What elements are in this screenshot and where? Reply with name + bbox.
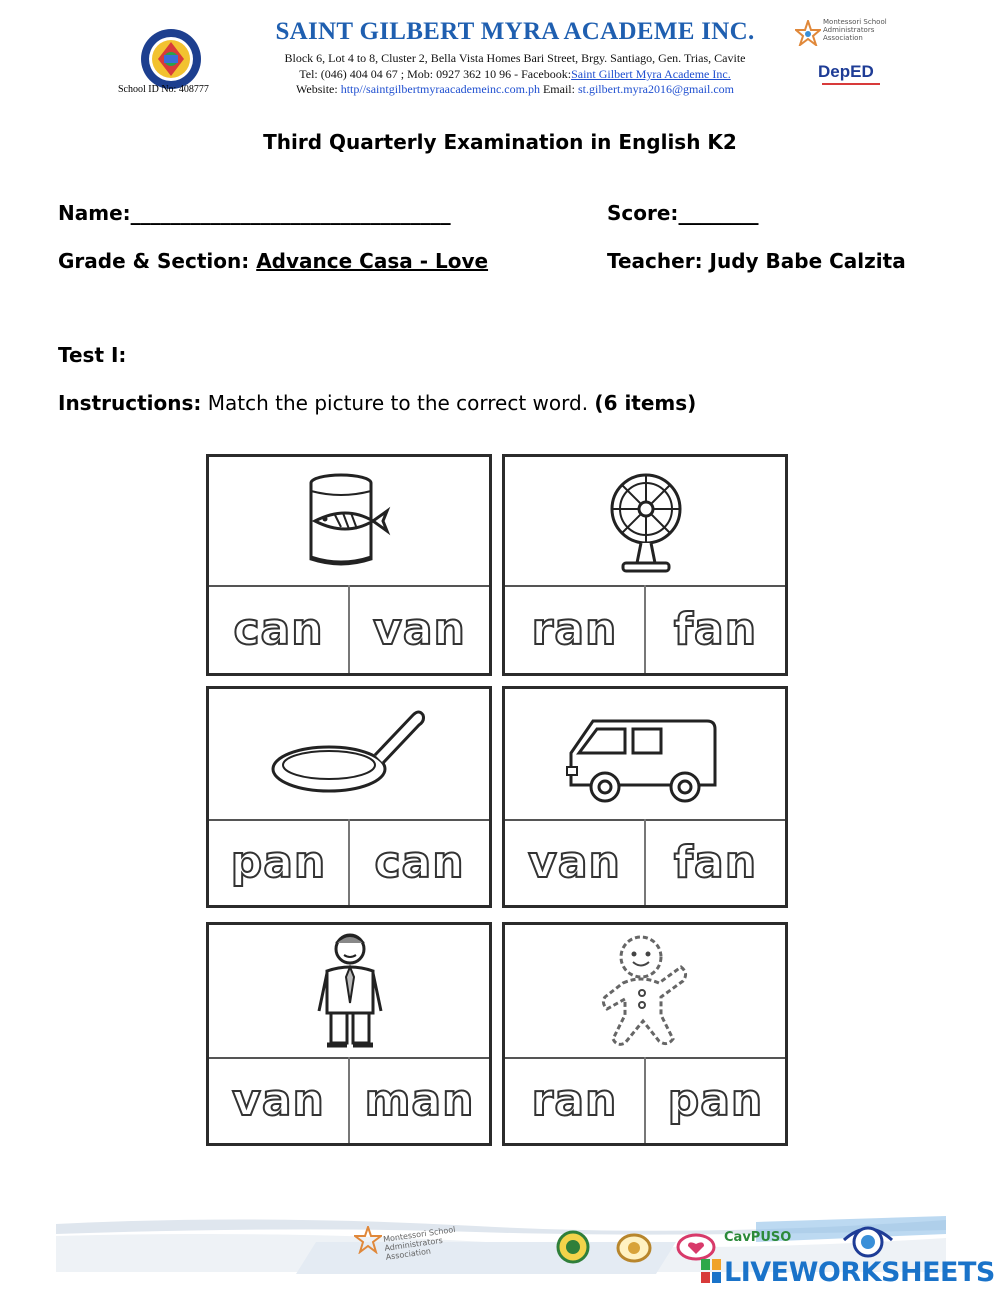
footer-seal-icon [616,1232,652,1264]
exam-title: Third Quarterly Examination in English K2 [263,130,737,154]
gingerbread-man-icon [595,931,695,1051]
name-field[interactable] [58,201,451,225]
name-label: Name: [58,201,131,225]
msaa-text: Montessori School Administrators Association [823,18,887,42]
word-choices [209,585,489,673]
word-choices [209,1057,489,1143]
word-choice[interactable]: ran [531,603,618,655]
grade-value: Advance Casa - Love [256,249,489,273]
facebook-link[interactable]: Saint Gilbert Myra Academe Inc. [571,67,731,81]
word-choice[interactable]: ran [531,1074,618,1126]
email-link[interactable]: st.gilbert.myra2016@gmail.com [577,82,734,96]
instructions-label: Instructions: [58,391,202,415]
instructions-text: Match the picture to the correct word. [201,391,595,415]
word-choice[interactable]: pan [230,836,327,888]
website-label: Website: [296,82,341,96]
footer-seal-icon [556,1230,590,1264]
instructions-count: (6 items) [594,391,697,415]
school-address: Block 6, Lot 4 to 8, Cluster 2, Bella Vista Homes Bari Street, Brgy. Santiago, Gen. Trias, Cavite [284,51,746,65]
teacher-value: Judy Babe Calzita [709,249,906,273]
footer-msaa-text: Montessori School Administrators Association [382,1224,456,1262]
grade-label: Grade & Section: [58,249,257,273]
test-label: Test I: [58,343,127,367]
score-blank[interactable]: ________ [678,201,759,225]
van-icon [563,707,723,807]
picture-area [505,925,785,1059]
liveworksheets-logo-icon [700,1258,722,1284]
school-id: School ID No: 408777 [118,84,209,95]
teacher [607,249,906,273]
man-icon [315,929,385,1053]
deped-logo [818,62,888,90]
picture-area [209,925,489,1059]
canned-fish-icon [301,471,391,571]
word-choice[interactable]: pan [644,1057,785,1143]
match-card-1 [206,454,492,676]
picture-area [505,457,785,587]
footer-badge: CavPUSO [724,1230,792,1245]
word-choice[interactable]: fan [644,585,785,673]
word-choices [505,1057,785,1143]
contact-line [200,67,830,82]
match-card-5 [206,922,492,1146]
word-choice[interactable]: can [233,603,324,655]
telephone-text: Tel: (046) 404 04 67 ; Mob: 0927 362 10 96 - Facebook: [299,67,572,81]
match-card-2 [502,454,788,676]
footer-seal-icon [842,1218,894,1258]
school-seal-logo [140,28,202,90]
word-choice[interactable]: man [348,1057,489,1143]
picture-area [209,457,489,587]
grade-section [58,249,488,273]
word-choices [505,819,785,905]
score-label: Score: [607,201,679,225]
match-card-6 [502,922,788,1146]
word-choice[interactable]: van [528,836,621,888]
school-name: SAINT GILBERT MYRA ACADEME INC. [275,18,755,45]
msaa-logo [795,18,890,52]
instructions [58,391,696,415]
word-choice[interactable]: can [348,819,489,905]
score-field[interactable] [607,201,758,225]
web-line [200,82,830,97]
word-choices [209,819,489,905]
match-card-4 [502,686,788,908]
word-choice[interactable]: van [232,1074,325,1126]
frying-pan-icon [267,703,427,803]
matching-worksheet [196,448,804,1152]
electric-fan-icon [601,467,691,577]
word-choice[interactable]: van [348,585,489,673]
teacher-label: Teacher: [607,249,710,273]
website-link[interactable]: http//saintgilbertmyraacademeinc.com.ph [340,82,540,96]
word-choices [505,585,785,673]
match-card-3 [206,686,492,908]
deped-text: DepED [818,62,874,81]
liveworksheets-brand[interactable]: LIVEWORKSHEETS [724,1257,995,1288]
email-label: Email: [539,82,578,96]
name-blank[interactable]: ________________________________ [130,201,451,225]
picture-area [505,689,785,821]
picture-area [209,689,489,821]
word-choice[interactable]: fan [644,819,785,905]
